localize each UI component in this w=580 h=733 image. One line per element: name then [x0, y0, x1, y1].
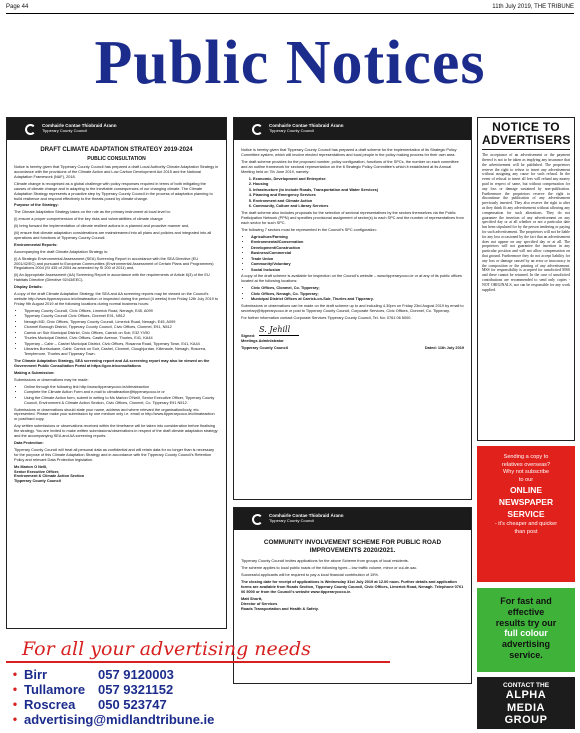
list-item: • Thurles Municipal District, Civic Offices, Castle Avenue, Thurles, E41, KA44 [24, 336, 219, 341]
list-item: 3. Infrastructure (to include Roads, Transportation and Water Services) [253, 188, 464, 193]
climate-notice-body [7, 140, 226, 487]
env-intro: Accompanying the draft Climate Adaptation Strategy is: [14, 249, 109, 254]
list-item: • Nenagh MD, Civic Offices, Tipperary County Council, Limerick Road, Nenagh, E45, A099 [24, 320, 219, 325]
list-item: • Clonmel Borough District, Tipperary County Council, Civic Offices, Clonmel, E91, N512 [24, 325, 219, 330]
signatory-role: Senior Executive Officer, [14, 469, 60, 474]
email-line[interactable] [6, 712, 390, 727]
data-protection-text: Tipperary County Council will treat all personal data as confidential and will retain data for no longer than is necessary for the purpose of this Climate Adaptation Strategy and in accordance with the Tipperary County Council's Retention Policy and relevant Data Protection legislation. [14, 447, 215, 462]
purpose-item: (iii) ensure that climate adaptation considerations are mainstreamed into all plans and policies and integrated into all operations and functions of Tipperary County Council. [14, 231, 212, 240]
cis-p3: Successful applicants will be required to pay a local financial contribution of 15%. [241, 573, 379, 578]
bullet-icon: • [12, 682, 18, 696]
list-item: • Civic Offices, Clonmel, Co. Tipperary; [251, 286, 464, 291]
ad-line: - it's cheaper and quicker [494, 521, 558, 528]
list-item: 2. Housing [253, 182, 464, 187]
contact-line[interactable] [6, 682, 390, 697]
council-name-irish: Comhairle Contae Thiobraid Árann [269, 123, 344, 129]
ad-line: results try our [495, 617, 557, 628]
signatory-council: Tipperary County Council [241, 346, 288, 351]
ad-line: SERVICE [507, 509, 545, 520]
spc-p1: Notice is hereby given that Tipperary County Council has prepared a draft scheme for the implementation of its Strategic Policy Committee system, which will involve elected representatives and local people in the policy making process for their own area. [241, 148, 457, 157]
climate-p2: Climate change is recognised as a global challenge with policy responses required in terms of both mitigating the causes of climate change and in adapting to the inevitable consequences of our changing climate. The Climate Adaptation Strategy represents a proactive step by Tipperary County Council in the process of adaptation planning to build resilience and respond effectively to the threats posed by climate change. [14, 181, 213, 201]
list-item: • Tipperary County Council, Civic Offices, Limerick Road, Nenagh, E45, A099 [24, 309, 219, 314]
section-banner: Public Notices [94, 29, 486, 97]
signatory-block [14, 465, 219, 485]
ad-line: relatives overseas? [501, 461, 551, 468]
town-name: Tullamore [24, 682, 86, 697]
cis-notice-body [234, 530, 471, 615]
council-header-bar [234, 508, 471, 530]
bullet-icon: • [12, 697, 18, 711]
list-item: 1. Economic, Development and Enterprise [253, 177, 464, 182]
list-item: 4. Planning and Emergency Services [253, 193, 464, 198]
ad-line: to our [518, 476, 534, 483]
env-item: (ii) An Appropriate Assessment (AA) Screening Report in accordance with the requirements of Article 6(3) of the EU Habitats Directive (Directive 92/43/EEC). [14, 273, 210, 283]
list-item: • Complete the Climate Action Form and e-mail to climateaction@tipperarycoco.ie or [24, 390, 219, 395]
env-heading: Environmental Reports: [14, 242, 58, 247]
ad-line: CONTACT THE [502, 682, 550, 689]
climate-p1: Notice is hereby given that Tipperary County Council has prepared a draft Local Authority Climate Adaptation Strategy in accordance with the provisions of the Climate Action and Low Carbon Development Act 2015 and the National Adaptation Framework (NAF), 2018. [14, 165, 219, 179]
bullet-icon: • [12, 712, 18, 726]
advertisers-body: The acceptance of an advertisement or the payment thereof is not to be taken as implying any insurance that the advertisement will be published. The proprietors reserve the right to refuse to insert any advertisement without assigning any cause for such refusal. In the event of refusal to insert all fees will refund any money paid in respect of same, but without compensation for any loss or damage sustained by non-publication. Furthermore the proprietors reserve the right to discontinue the publication of any advertisement previously inserted. They also reserve the right to alter as they think fit any advertisement without allowing any compensation for such alterations. They do not guarantee the insertion of any advertisement on any specified day or at all whether or not a particular date has been stipulated for by the person tendering or paying for such advertisement. The proprietors will not be liable for any loss occasioned by the fact that an advertisement does not appear on any specified day or at all. The proprietors will not guarantee the insertion in any particular position and will not allow compensation on that ground. Furthermore they do not accept liability for any loss or damage caused by an error or inaccuracy in the composition or the printing of any advertisement. MSS for responsibility is accepted for unsolicited MSS and these cannot be returned. In the case of unsolicited contributions are recommended to send only copies - NOT ORIGINALS, nor can be responsible for any work supplied. [482, 153, 570, 292]
town-name: Birr [24, 667, 48, 682]
list-item: 5. Environment and Climate Action [253, 199, 464, 204]
list-item: • Using the Climate Action form, submit in writing to Ms Marion O'Neill, Senior Executive Officer, Tipperary County Council, Environment & Climate Action Section, Civic Offices, Clonmel, Co. Tipperary E91 N512. [24, 396, 219, 406]
council-name-english: Tipperary County Council [42, 128, 87, 134]
council-name-irish: Comhairle Contae Thiobraid Árann [269, 513, 344, 519]
ad-line: GROUP [504, 714, 548, 727]
dated: Dated: 11th July 2019 [424, 346, 464, 351]
phone-number: 057 9120003 [98, 667, 174, 682]
town-name: Roscrea [24, 697, 76, 712]
list-item: 6. Community, Culture and Library Services [253, 204, 464, 209]
ad-line: Why not subscribe [502, 469, 549, 476]
list-item: • Carrick on Suir Municipal District, Civic Offices, Carrick on Suir, E32 YV50 [24, 331, 219, 336]
purpose-intro: The Climate Adaptation Strategy takes on the role as the primary instrument at local level to: [14, 210, 171, 215]
email-address[interactable]: advertising@midlandtribune.ie [24, 712, 215, 727]
signatory-section: Environment & Climate Action Section [14, 474, 85, 479]
council-logo-icon [252, 514, 263, 525]
list-item: • Environmental/Conservation [251, 240, 464, 245]
bullet-icon: • [12, 667, 18, 681]
list-item: • Trade Union [251, 257, 464, 262]
signed-label: Signed: [241, 334, 256, 339]
spc-notice-body [234, 140, 471, 354]
committee-list [241, 177, 464, 209]
notice-to-advertisers [477, 117, 575, 441]
online-note: The Climate Adaptation Strategy, SEA screening report and AA screening report may also be viewed on the Government Public Consultation Portal at https://gov.ie/consultations [14, 359, 210, 369]
signatory-council: Tipperary County Council [14, 479, 61, 484]
list-item: • Municipal District Offices at Carrick-on-Suir, Thurles and Tipperary. [251, 297, 464, 302]
env-item: (i) A Strategic Environmental Assessment (SEA) Screening Report in accordance with the SEA Directive (EU 2001/42/EC) and pursuant to European Communities (Environmental Assessment of Certain Plans and Programmes) Regulations 2004 (SI 435 of 2004 as amended by SI 200 of 2011) and, [14, 256, 214, 271]
ad-line: than post [514, 528, 538, 535]
alpha-media-ad[interactable] [477, 677, 575, 729]
online-subscription-ad[interactable] [477, 446, 575, 582]
climate-strategy-notice [6, 117, 227, 629]
header-divider [6, 13, 574, 14]
cis-p2: The scheme applies to local public roads of the following types – low traffic volume, minor or cul-de-sac. [241, 566, 418, 571]
office-list [241, 286, 464, 302]
list-item: • Online through the following link http://www.tipperarycoco.ie/climateaction [24, 385, 219, 390]
spc-p5: A copy of the draft scheme is available for inspection on the Council's website – www.tipperarycoco.ie or at any of its public offices located at the following locations: [241, 274, 462, 284]
signature: S. Jehill [259, 325, 299, 336]
promo-divider [6, 661, 390, 663]
ad-line: effective [507, 606, 545, 617]
advertising-contacts [6, 637, 390, 729]
issue-date: 11th July 2019, THE TRIBUNE [492, 4, 574, 10]
phone-number: 057 9321152 [98, 682, 174, 697]
climate-subtitle: PUBLIC CONSULTATION [87, 155, 146, 162]
ad-line: For fast and [500, 596, 552, 606]
promo-heading: For all your advertising needs [22, 638, 311, 660]
submission-p1: Submissions or observations should state your name, address and where relevant the organisation/body, etc. represented. Please make your submission by one medium only i.e. email or http://www.tipperarycoco.ie/climateaction or post/hard copy. [14, 407, 215, 422]
page-number: Page 44 [6, 4, 29, 10]
purpose-heading: Purpose of the Strategy: [14, 203, 59, 208]
list-item: • Community/Voluntary [251, 262, 464, 267]
contact-line[interactable] [6, 697, 390, 712]
council-header-bar [234, 118, 471, 140]
submission-methods [14, 385, 219, 406]
ad-line: Sending a copy to [503, 454, 549, 460]
list-item: • Business/Commercial [251, 251, 464, 256]
ad-line: ONLINE [509, 485, 543, 496]
list-item: • Development/Construction [251, 246, 464, 251]
locations-list [14, 309, 219, 357]
spc-signatory [241, 339, 464, 351]
spc-p3: The draft scheme also includes proposals for the selection of sectoral representatives by the sectors themselves via the Public Participation Network (PPN) and specifies provisional assignment of sector(s) to each SPC and the number of representatives from each sector for such SPC. [241, 210, 464, 225]
display-heading: Display Details: [14, 285, 43, 290]
list-item: • Tipperary County Council Civic Offices, Clonmel E91, N512 [24, 314, 219, 319]
spc-p6: Submissions or observations can be made on the draft scheme up to and including 4.30pm on Friday 23rd August 2019 by email to secretary@tipperarycoco.ie or post to Tipperary County Council, Corporate Services, Civic Offices, Clonmel, Co. Tipperary. [241, 304, 464, 314]
climate-title: DRAFT CLIMATE ADAPTATION STRATEGY 2019-2024 [40, 147, 193, 153]
cis-title: COMMUNITY INVOLVEMENT SCHEME FOR PUBLIC ROAD IMPROVEMENTS 2020/2021. [263, 539, 442, 555]
submission-heading: Making a Submission: [14, 370, 55, 375]
ad-line: service. [509, 649, 543, 660]
council-logo-icon [25, 124, 36, 135]
council-name-english: Tipperary County Council [269, 128, 314, 134]
cis-p4: The closing date for receipt of applications is Wednesday 31st July 2019 at 12.00 noon. Further details and application forms are available from Roads Section, Tipperary County Council, Civic Offices, Limerick Road, Nenagh. Telephone 0761 06 5000 or from the Council's website www.tipperarycoco.ie. [241, 580, 464, 594]
contact-line[interactable] [6, 667, 390, 682]
council-logo-icon [252, 124, 263, 135]
list-item: • Social Inclusion [251, 268, 464, 273]
submission-p2: Any written submissions or observations received within the timeframe will be taken into consideration before finalising the strategy. You are invited to make written submissions/observations in respect of the draft climate adaptation strategy and the accompanying SEA and AA screening reports. [14, 424, 218, 439]
list-item: • Civic Offices, Nenagh, Co. Tipperary; [251, 292, 464, 297]
signatory-name: Matt Shortt, [241, 596, 263, 601]
list-item: • Libraries Borrisokane, Cahir, Carrick on Suir, Cashel, Clonmel, Cloughjordan, Killenaule, Nenagh, Roscrea, Templemore, Thurles and Tipperary Town. [24, 347, 219, 357]
list-item: • Agriculture/Farming [251, 235, 464, 240]
signatory-section: Roads Transportation and Health & Safety. [241, 606, 319, 611]
spc-p2: The draft scheme provides for the proposed number, policy configuration, functions of the SPCs, the number on each committee and an outline framework for sectoral representation on the 6 Strategic Policy Committee's which it established at its Annual Meeting held on 7th June 2019, namely: [241, 159, 459, 174]
phone-number: 050 523747 [98, 697, 167, 712]
council-name-english: Tipperary County Council [269, 518, 314, 524]
ad-line: full colour [504, 628, 548, 639]
ad-line: MEDIA [507, 701, 545, 714]
signatory-role: Meetings Administrator [241, 339, 284, 344]
cis-signatory [241, 597, 464, 612]
spc-scheme-notice [233, 117, 472, 500]
signatory-role: Director of Services [241, 601, 278, 606]
purpose-item: (ii) bring forward the implementation of climate resilient actions in a planned and proactive manner and, [14, 224, 190, 229]
purpose-item: (i) ensure a proper comprehension of the key risks and vulnerabilities of climate change [14, 217, 163, 222]
spc-p7: For further information contact Corporate Services Tipperary County Council, Tel. No: 0761 06 5000. [241, 316, 412, 320]
ad-line: ALPHA [505, 689, 547, 701]
council-name-irish: Comhairle Contae Thiobraid Árann [42, 123, 117, 129]
sector-list [241, 235, 464, 273]
list-item: • Tipperary – Cahir – Cashel Municipal District, Civic Offices, Rosanna Road, Tipperary Town, E41, KA44 [24, 342, 219, 347]
submission-intro: Submissions or observations may be made: [14, 377, 89, 382]
display-text: A copy of the draft Climate Adaptation Strategy, the SEA and AA screening reports may be viewed on the Council's website http://www.tipperarycoco.ie/climateaction or inspected during the period (4 weeks) from Friday 12th July 2019 to Friday 9th August 2019 at the following locations during normal business hours: [14, 292, 219, 306]
ad-line: NEWSPAPER [498, 497, 554, 508]
colour-advertising-ad[interactable] [477, 588, 575, 672]
advertisers-title: NOTICE TO ADVERTISERS [482, 121, 570, 150]
ad-line: advertising [501, 639, 550, 650]
data-protection-heading: Data Protection: [14, 441, 44, 445]
cis-p1: Tipperary County Council invites applications for the above Scheme from groups of local residents. [241, 559, 409, 564]
signatory-name: Ms Marion O Neill, [14, 464, 48, 469]
council-header-bar [7, 118, 226, 140]
spc-p4: The following 7 sectors must be represented in the Council's SPC configuration: [241, 227, 377, 232]
